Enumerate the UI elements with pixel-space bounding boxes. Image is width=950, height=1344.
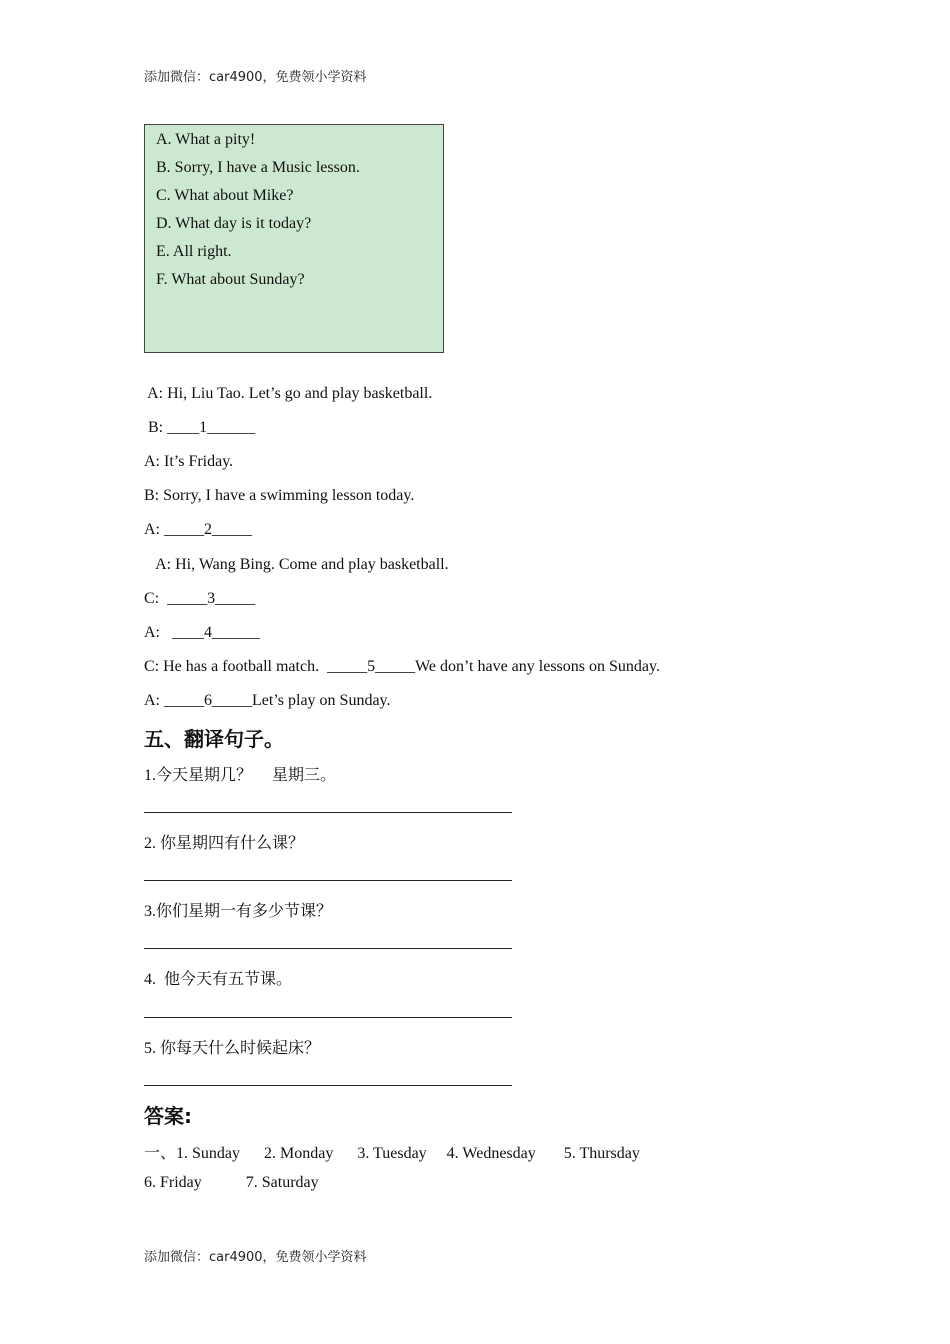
answers-row-2: 6. Friday 7. Saturday xyxy=(144,1174,319,1191)
dialogue-line-3: A: It’s Friday. xyxy=(144,453,234,470)
option-a: A. What a pity! xyxy=(156,131,256,148)
answer-blank-2[interactable] xyxy=(144,880,512,881)
answer-blank-4[interactable] xyxy=(144,1017,512,1018)
dialogue-line-5: A: _____2_____ xyxy=(144,521,252,538)
option-c: C. What about Mike? xyxy=(156,187,294,204)
translation-item-4: 4. 他今天有五节课。 xyxy=(144,971,293,988)
translation-item-2: 2. 你星期四有什么课？ xyxy=(144,835,305,852)
answers-title: 答案: xyxy=(144,1104,192,1128)
options-box xyxy=(144,124,444,353)
answers-row-1: 一、1. Sunday 2. Monday 3. Tuesday 4. Wednesday 5. Thursday xyxy=(144,1145,640,1162)
answer-blank-3[interactable] xyxy=(144,948,512,949)
translation-item-3: 3.你们星期一有多少节课？ xyxy=(144,903,333,920)
dialogue-line-6: A: Hi, Wang Bing. Come and play basketball. xyxy=(144,556,449,573)
header-note: 添加微信：car4900，免费领小学资料 xyxy=(144,70,367,85)
option-d: D. What day is it today? xyxy=(156,215,312,232)
section-5-title: 五、翻译句子。 xyxy=(144,727,284,751)
dialogue-line-9: C: He has a football match. _____5_____We don’t have any lessons on Sunday. xyxy=(144,658,660,675)
option-f: F. What about Sunday? xyxy=(156,271,305,288)
dialogue-line-2: B: ____1______ xyxy=(144,419,256,436)
dialogue-line-7: C: _____3_____ xyxy=(144,590,256,607)
dialogue-line-1: A: Hi, Liu Tao. Let’s go and play basketball. xyxy=(144,385,433,402)
footer-note: 添加微信：car4900，免费领小学资料 xyxy=(144,1250,367,1265)
translation-item-1: 1.今天星期几？ 星期三。 xyxy=(144,767,337,784)
option-e: E. All right. xyxy=(156,243,232,260)
answer-blank-5[interactable] xyxy=(144,1085,512,1086)
dialogue-line-10: A: _____6_____Let’s play on Sunday. xyxy=(144,692,391,709)
dialogue-line-4: B: Sorry, I have a swimming lesson today. xyxy=(144,487,415,504)
dialogue-line-8: A: ____4______ xyxy=(144,624,260,641)
translation-item-5: 5. 你每天什么时候起床？ xyxy=(144,1040,321,1057)
option-b: B. Sorry, I have a Music lesson. xyxy=(156,159,360,176)
answer-blank-1[interactable] xyxy=(144,812,512,813)
